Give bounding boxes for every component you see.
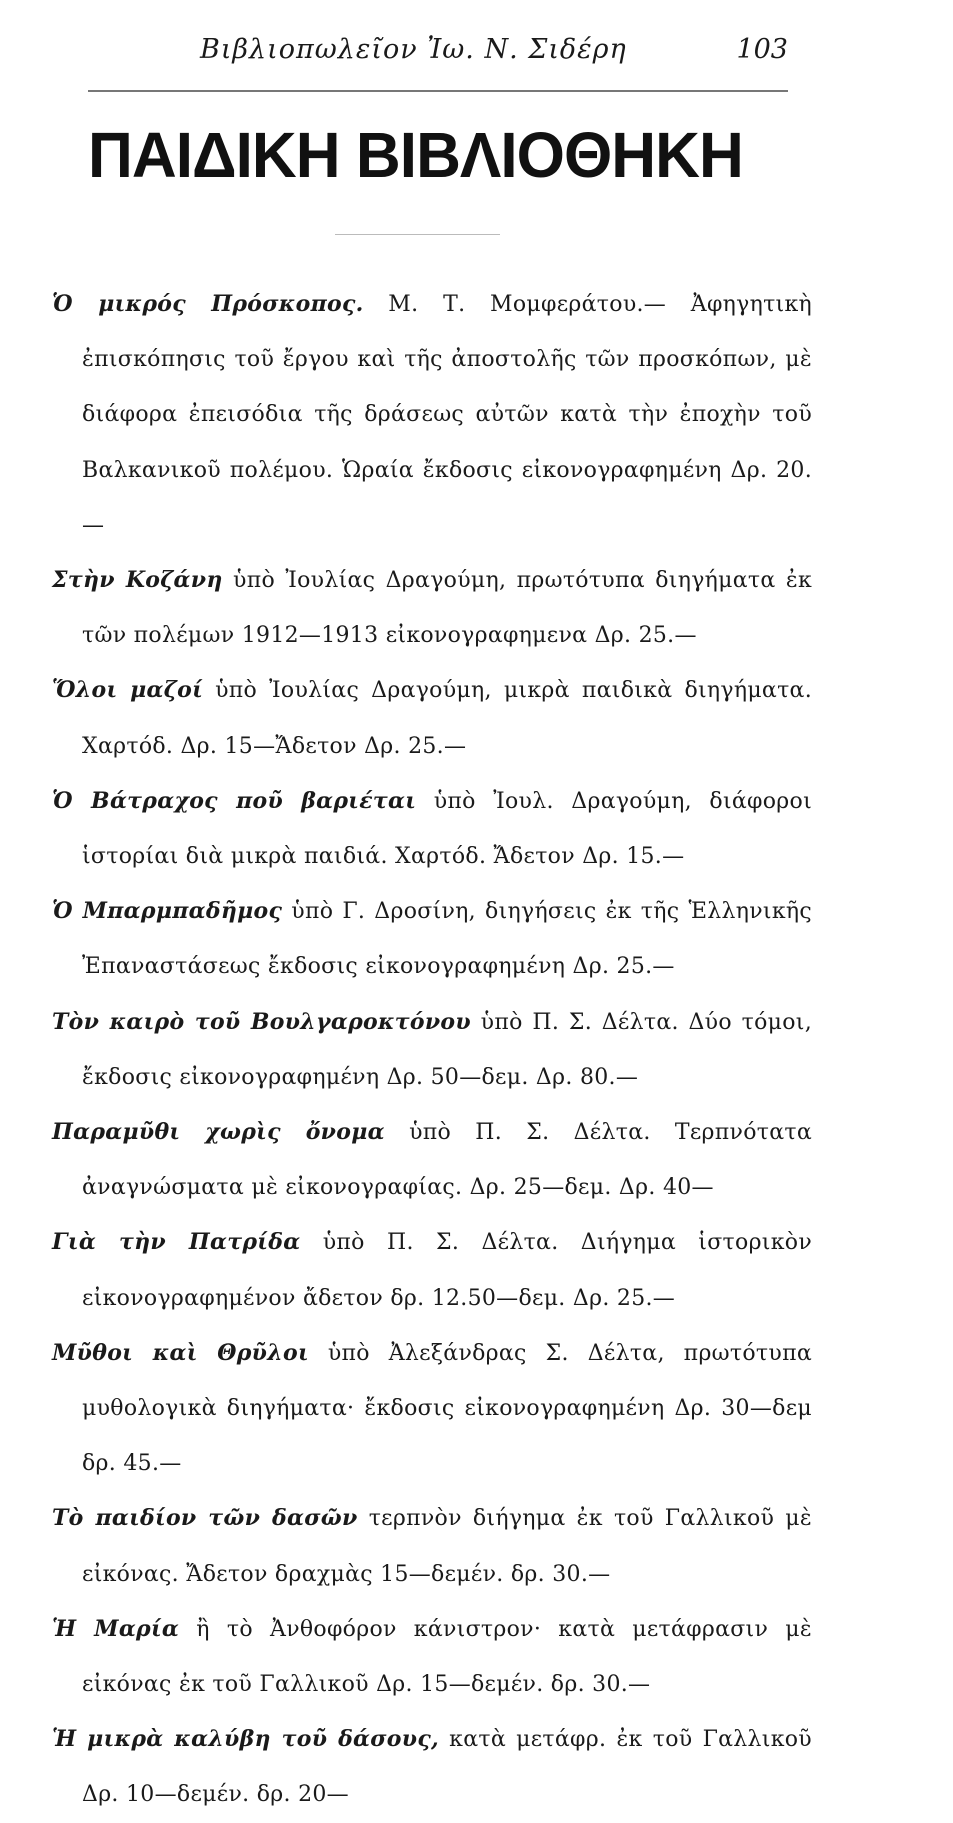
header-rule bbox=[88, 90, 788, 92]
book-title: Ἡ μικρὰ καλύβη τοῦ δάσους, bbox=[52, 1726, 439, 1753]
book-entry bbox=[52, 1105, 812, 1215]
book-title: Ὅλοι μαζοί bbox=[52, 677, 204, 704]
book-entry bbox=[52, 1491, 812, 1601]
book-description: ὑπὸ Π. Σ. Δέλτα. Διήγημα ἱστορικὸν εἰκονογραφημένον ἄδετον δρ. 12.50—δεμ. Δρ. 25.— bbox=[82, 1230, 812, 1311]
book-description: ὑπὸ Γ. Δροσίνη, διηγήσεις ἐκ τῆς Ἑλληνικῆς Ἐπαναστάσεως ἔκδοσις εἰκονογραφημένη Δρ. 25.— bbox=[82, 899, 812, 980]
book-title: Γιὰ τὴν Πατρίδα bbox=[52, 1229, 301, 1256]
book-entry bbox=[52, 663, 812, 773]
running-title: Βιβλιοπωλεῖον Ἰω. Ν. Σιδέρη bbox=[200, 34, 627, 65]
book-title: Παραμῦθι χωρὶς ὄνομα bbox=[52, 1119, 385, 1146]
book-entry bbox=[52, 277, 812, 553]
book-description: κατὰ μετάφρ. ἐκ τοῦ Γαλλικοῦ Δρ. 10—δεμέν. δρ. 20— bbox=[82, 1727, 812, 1808]
title-divider bbox=[335, 234, 500, 235]
section-title: ΠΑΙΔΙΚΗ ΒΙΒΛΙΟΘΗΚΗ bbox=[88, 119, 743, 191]
book-title: Ἡ Μαρία bbox=[52, 1615, 180, 1642]
book-entry bbox=[52, 884, 812, 994]
book-title: Μῦθοι καὶ Θρῦλοι bbox=[52, 1339, 309, 1366]
book-title: Τὸ παιδίον τῶν δασῶν bbox=[52, 1505, 358, 1532]
book-entry bbox=[52, 553, 812, 663]
book-description: ὑπὸ Ἰουλίας Δραγούμη, μικρὰ παιδικὰ διηγήματα. Χαρτόδ. Δρ. 15—Ἄδετον Δρ. 25.— bbox=[82, 678, 813, 759]
book-list bbox=[52, 277, 812, 1823]
book-description: ὑπὸ Π. Σ. Δέλτα. Τερπνότατα ἀναγνώσματα μὲ εἰκονογραφίας. Δρ. 25—δεμ. Δρ. 40— bbox=[82, 1120, 813, 1201]
book-description: ὑπὸ Π. Σ. Δέλτα. Δύο τόμοι, ἔκδοσις εἰκονογραφημένη Δρ. 50—δεμ. Δρ. 80.— bbox=[82, 1009, 812, 1090]
book-title: Ὁ Μπαρμπαδῆμος bbox=[52, 898, 283, 925]
book-description: ἢ τὸ Ἀνθοφόρον κάνιστρον· κατὰ μετάφρασιν μὲ εἰκόνας ἐκ τοῦ Γαλλικοῦ Δρ. 15—δεμέν. δρ. 30.— bbox=[82, 1616, 812, 1698]
book-title: Ὁ Βάτραχος ποῦ βαριέται bbox=[52, 787, 417, 814]
book-title: Στὴν Κοζάνη bbox=[52, 567, 223, 594]
book-entry bbox=[52, 774, 812, 884]
page-number: 103 bbox=[736, 34, 788, 65]
book-entry bbox=[52, 995, 812, 1105]
book-entry bbox=[52, 1326, 812, 1492]
book-entry bbox=[52, 1602, 812, 1712]
book-entry bbox=[52, 1712, 812, 1822]
book-entry bbox=[52, 1215, 812, 1325]
book-description: ὑπὸ Ἰουλ. Δραγούμη, διάφοροι ἱστορίαι διὰ μικρὰ παιδιά. Χαρτόδ. Ἄδετον Δρ. 15.— bbox=[82, 788, 812, 870]
book-title: Ὁ μικρός Πρόσκοπος. bbox=[52, 291, 364, 317]
book-title: Τὸν καιρὸ τοῦ Βουλγαροκτόνου bbox=[52, 1008, 471, 1035]
book-description: τερπνὸν διήγημα ἐκ τοῦ Γαλλικοῦ μὲ εἰκόνας. Ἄδετον δραχμὰς 15—δεμέν. δρ. 30.— bbox=[82, 1506, 813, 1587]
book-description: Μ. Τ. Μομφεράτου.— Ἀφηγητικὴ ἐπισκόπησις τοῦ ἔργου καὶ τῆς ἀποστολῆς τῶν προσκόπων, μὲ διάφορα ἐπεισόδια τῆς δράσεως αὐτῶν κατὰ τὴν ἐποχὴν τοῦ Βαλκανικοῦ πολέμου. Ὡραία ἔκδοσις εἰκονογραφημένη Δρ. 20.— bbox=[82, 292, 813, 538]
book-description: ὑπὸ Ἀλεξάνδρας Σ. Δέλτα, πρωτότυπα μυθολογικὰ διηγήματα· ἔκδοσις εἰκονογραφημένη Δρ. 30—δεμ δρ. 45.— bbox=[82, 1340, 812, 1477]
book-description: ὑπὸ Ἰουλίας Δραγούμη, πρωτότυπα διηγήματα ἐκ τῶν πολέμων 1912—1913 εἰκονογραφημενα Δρ. 25.— bbox=[82, 568, 813, 649]
